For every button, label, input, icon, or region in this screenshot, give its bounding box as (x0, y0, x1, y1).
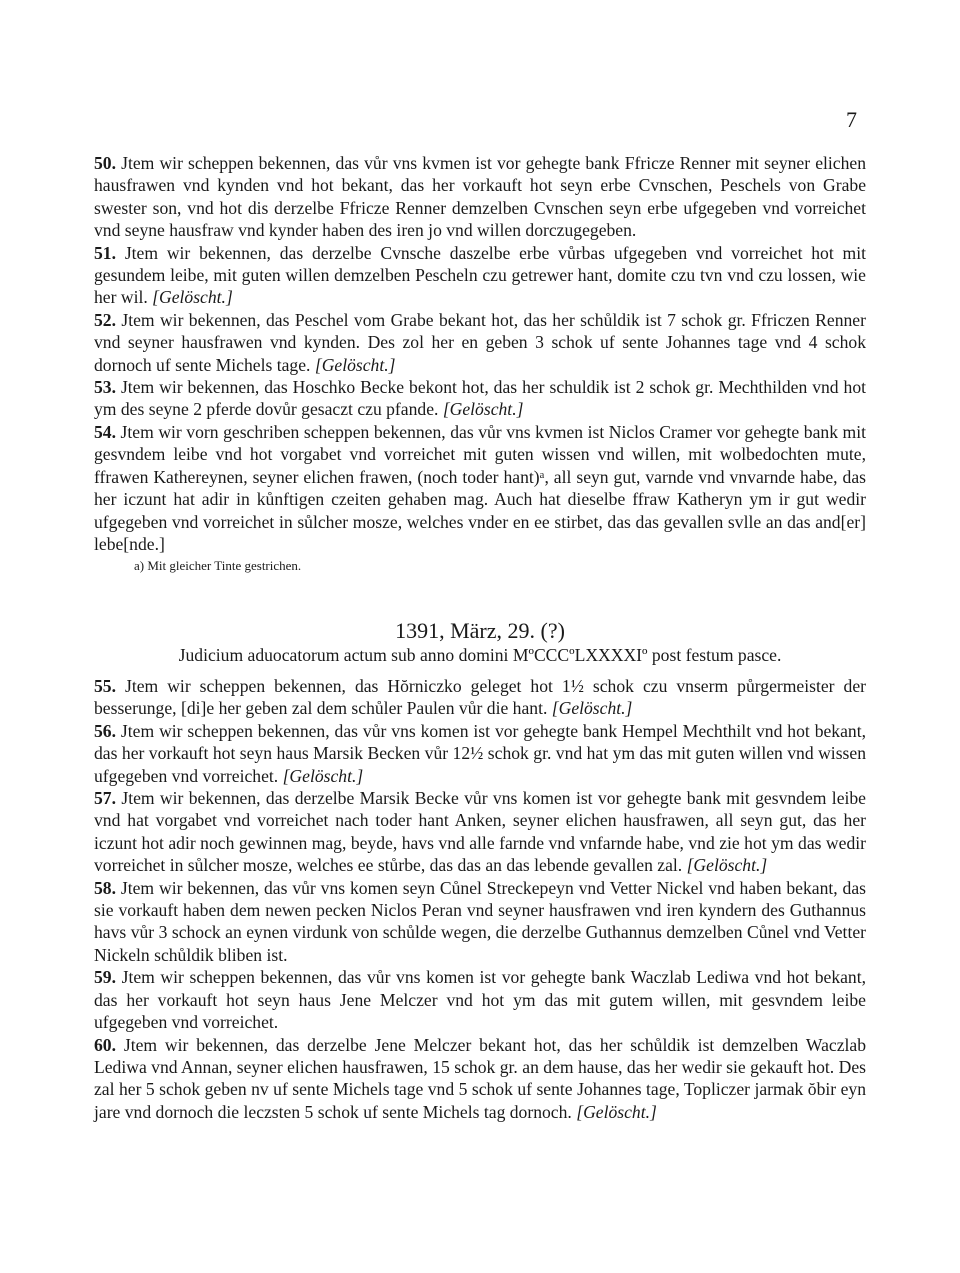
entry-number: 52. (94, 309, 116, 330)
entry-text: Jtem wir bekennen, das Hoschko Becke bekont hot, das her schuldik ist 2 schok gr. Mechthilden vnd hot ym des seyne 2 pferde dovůr gesaczt czu pfande. (94, 377, 867, 420)
entry-52 (94, 309, 866, 376)
entries-block-1 (94, 152, 866, 575)
entry-text: Jtem wir bekennen, das vůr vns komen seyn Cůnel Streckepeyn vnd Vetter Nickel vnd haben bekant, das sie vorkauft haben dem newen pecken Niclos Peran vnd seyner hausfrawen vnd iren kyndern des Guthannus havs vůr 3 schock an eynen virdunk von schůlde wegen, die derzelbe Guthannus demzelben Cůnel vnd Vetter Nickeln schůldik bliben ist. (94, 877, 867, 965)
entry-number: 56. (94, 720, 116, 741)
entry-50 (94, 152, 866, 242)
entry-text: Jtem wir scheppen bekennen, das Hŏrniczko geleget hot 1½ schok czu vnserm půrgermeister der besserunge, [di]e her geben zal dem schůler Paulen vůr die hant. (94, 676, 866, 719)
deleted-note: [Gelöscht.] (551, 698, 633, 719)
entry-text: Jtem wir scheppen bekennen, das vůr vns komen ist vor gehegte bank Waczlab Lediwa vnd hot bekant, das her vorkauft hot seyn haus Jene Melczer vnd hot ym das mit gutem willen, mit gesvndem leibe ufgegeben vnd vorreichet. (94, 967, 867, 1033)
entry-text: Jtem wir vorn geschriben scheppen bekennen, das vůr vns kvmen ist Niclos Cramer vor gehegte bank mit gesvndem leibe vnd hot vorgabet vnd vorreichet mit guten wissen vnd willen, mit wolbedochten mute, ffrawen Kathereynen, seyner elichen frawen, (noch toder hant)ᵃ, all seyn gut, varnde vnd vnvarnde habe, das her iczunt hat adir in kůnftigen czeiten gehaben mag. Auch hat dieselbe ffraw Katheryn ym ir gut wedir ufgegeben vnd vorreichet in sůlcher mosze, welches vnder en ee stirbet, das das gevallen svlle an das and[er] lebe[nde.] (94, 421, 866, 554)
deleted-note: [Gelöscht.] (152, 287, 233, 308)
entry-58 (94, 877, 866, 967)
section-subheading: Judicium aduocatorum actum sub anno domini MºCCCºLXXXXIº post festum pasce. (178, 645, 782, 665)
entry-number: 59. (94, 967, 116, 988)
entry-number: 50. (94, 153, 116, 173)
entry-56 (94, 720, 866, 787)
entry-number: 58. (94, 877, 116, 898)
entry-55 (94, 675, 866, 720)
entry-text: Jtem wir bekennen, das derzelbe Marsik Becke vůr vns komen ist vor gehegte bank mit gesvndem leibe vnd hat vorgabet vnd vorreichet nach toder hant Anken, seyner elichen hausfrawen, all seyn gut, das her iczunt hot adir noch gewinnen mag, beyde, havs vnd alle farnde vnd vnfarnde habe, vnd zie hot ym das wedir vorreichet in sůlcher mosze, welches ee stůrbe, das das an das lebende gevallen zal. (94, 788, 866, 876)
entry-text: Jtem wir bekennen, das derzelbe Jene Melczer bekant hot, das her schůldik ist demzelben Waczlab Lediwa vnd Annan, seyner elichen hausfrawen, 15 schok gr. an dem hause, das her wedir sie gekauft hot. Des zal her 5 schok geben nv uf sente Michels tage vnd 5 schok uf sente Johannes tage, Topliczer jarmak ŏbir eyn jare vnd dornoch die leczsten 5 schok uf sente Michels tag dornoch. (94, 1034, 866, 1122)
entry-text: Jtem wir scheppen bekennen, das vůr vns kvmen ist vor gehegte bank Ffricze Renner mit seyner elichen hausfrawen vnd kynden vnd hot bekant, das her vorkauft hot seyn erbe Cvnschen, Peschels von Grabe swester son, vnd hot dis derzelbe Ffricze Renner demzelben Cvnschen seyn erbe ufgegeben vnd vorreichet vnd seyne hausfraw vnd kynder haben des iren jo vnd willen dorczugegeben. (94, 153, 866, 241)
deleted-note: [Gelöscht.] (686, 855, 768, 876)
entry-54 (94, 421, 866, 555)
deleted-note: [Gelöscht.] (314, 354, 396, 375)
entry-text: Jtem wir bekennen, das Peschel vom Grabe bekant hot, das her schůldik ist 7 schok gr. Ffriczen Renner vnd seyner hausfrawen vnd kynden. Des zol her en geben 3 schok uf sente Johannes tage vnd 4 schok dornoch uf sente Michels tage. (94, 309, 866, 375)
entry-text: Jtem wir bekennen, das derzelbe Cvnsche daszelbe erbe vůrbas ufgegeben vnd vorreichet hot mit gesundem leibe, mit guten willen demzelben Pescheln czu getrewer hant, domite czu tvn vnd czu lossen, wie her wil. (94, 242, 866, 308)
entry-60 (94, 1034, 866, 1124)
page-number: 7 (846, 107, 857, 132)
entry-number: 51. (94, 242, 116, 263)
entries-block-2 (94, 675, 866, 1123)
section-heading: 1391, März, 29. (?) (395, 618, 565, 643)
entry-51 (94, 242, 866, 309)
entry-57 (94, 787, 866, 877)
deleted-note: [Gelöscht.] (282, 765, 364, 786)
entry-number: 53. (94, 377, 116, 398)
deleted-note: [Gelöscht.] (442, 399, 524, 420)
entry-number: 55. (94, 676, 116, 696)
deleted-note: [Gelöscht.] (576, 1101, 657, 1122)
entry-59 (94, 966, 866, 1033)
entry-53 (94, 376, 866, 421)
entry-number: 54. (94, 421, 116, 442)
entry-number: 60. (94, 1034, 116, 1055)
entry-number: 57. (94, 788, 116, 809)
footnote: a) Mit gleicher Tinte gestrichen. (134, 558, 302, 574)
entry-text: Jtem wir scheppen bekennen, das vůr vns komen ist vor gehegte bank Hempel Mechthilt vnd hot bekant, das her vorkauft hot seyn haus Marsik Becken vůr 12½ schok gr. vnd hat ym das mit guten willen vnd wissen ufgegeben vnd vorreichet. (94, 720, 866, 786)
